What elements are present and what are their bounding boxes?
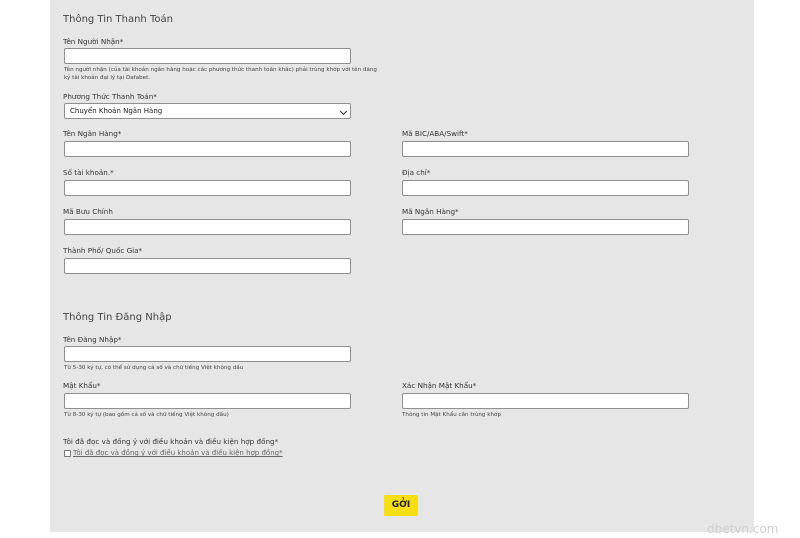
city-country-label: Thành Phố/ Quốc Gia* bbox=[63, 246, 143, 255]
postal-code-label: Mã Bưu Chính bbox=[63, 207, 113, 216]
terms-link[interactable]: Tôi đã đọc và đồng ý với điều khoản và điều kiện hợp đồng* bbox=[73, 449, 283, 457]
password-hint: Từ 8-30 ký tự (bao gồm cả số và chữ tiếng Việt không dấu) bbox=[64, 412, 229, 418]
bank-code-label: Mã Ngân Hàng* bbox=[402, 207, 459, 216]
recipient-hint-line1: Tên người nhận (của tài khoản ngân hàng hoặc các phương thức thanh toán khác) phải trùng khớp với tên đăng bbox=[64, 67, 377, 73]
confirm-password-input[interactable] bbox=[402, 393, 689, 409]
bank-code-input[interactable] bbox=[402, 219, 689, 235]
password-input[interactable] bbox=[64, 393, 351, 409]
swift-label: Mã BIC/ABA/Swift* bbox=[402, 129, 468, 138]
terms-checkbox[interactable] bbox=[64, 450, 71, 457]
account-number-label: Số tài khoản.* bbox=[63, 168, 114, 177]
recipient-hint-line2: ký tài khoản đại lý tại Dafabet. bbox=[64, 75, 151, 81]
recipient-hint bbox=[64, 66, 414, 82]
address-label: Địa chỉ* bbox=[402, 168, 431, 177]
city-country-input[interactable] bbox=[64, 258, 351, 274]
recipient-label: Tên Người Nhận* bbox=[63, 37, 124, 46]
address-input[interactable] bbox=[402, 180, 689, 196]
postal-code-input[interactable] bbox=[64, 219, 351, 235]
chevron-down-icon bbox=[340, 108, 347, 115]
bank-name-input[interactable] bbox=[64, 141, 351, 157]
username-label: Tên Đăng Nhập* bbox=[63, 335, 122, 344]
watermark-text: dbetvn.com bbox=[707, 522, 779, 536]
swift-input[interactable] bbox=[402, 141, 689, 157]
login-section-title: Thông Tin Đăng Nhập bbox=[63, 312, 172, 323]
username-input[interactable] bbox=[64, 346, 351, 362]
submit-button[interactable]: GỞI bbox=[384, 495, 418, 516]
terms-heading: Tôi đã đọc và đồng ý với điều khoản và điều kiện hợp đồng* bbox=[63, 437, 279, 446]
username-hint: Từ 5-30 ký tự, có thể sử dụng cả số và chữ tiếng Việt không dấu bbox=[64, 365, 244, 371]
payment-method-select[interactable] bbox=[64, 103, 351, 119]
confirm-password-hint: Thông tin Mật Khẩu cần trùng khớp bbox=[402, 412, 502, 418]
confirm-password-label: Xác Nhận Mật Khẩu* bbox=[402, 381, 477, 390]
payment-method-label: Phương Thức Thanh Toán* bbox=[63, 92, 157, 101]
account-number-input[interactable] bbox=[64, 180, 351, 196]
password-label: Mật Khẩu* bbox=[63, 381, 101, 390]
payment-method-selected: Chuyển Khoản Ngân Hàng bbox=[70, 107, 163, 115]
payment-section-title: Thông Tin Thanh Toán bbox=[63, 14, 173, 25]
bank-name-label: Tên Ngân Hàng* bbox=[63, 129, 122, 138]
recipient-input[interactable] bbox=[64, 48, 351, 64]
